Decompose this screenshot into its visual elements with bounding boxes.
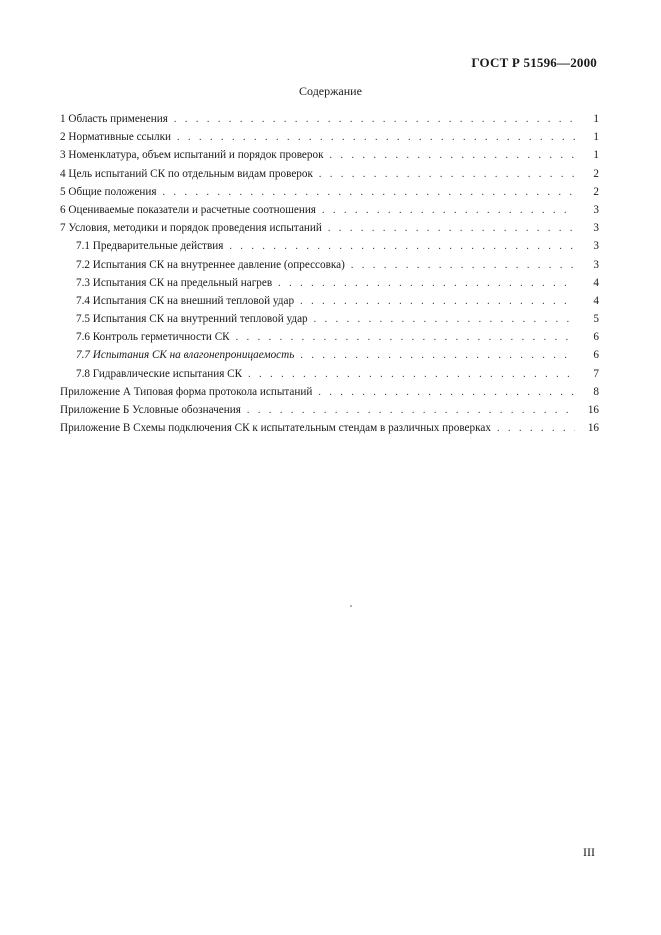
toc-entry[interactable] bbox=[60, 201, 599, 219]
toc-entry-label: 5 Общие положения bbox=[60, 185, 157, 198]
toc-leader-dots bbox=[497, 420, 575, 438]
toc-leader-dots bbox=[177, 129, 575, 147]
toc-leader-dots bbox=[229, 238, 575, 256]
toc-leader-dots bbox=[278, 275, 575, 293]
toc-leader-dots bbox=[236, 329, 575, 347]
toc-leader-dots bbox=[314, 311, 575, 329]
toc-subentry[interactable] bbox=[60, 274, 599, 292]
toc-leader-dots bbox=[163, 184, 575, 202]
toc-entry-label: 7.3 Испытания СК на предельный нагрев bbox=[76, 276, 273, 289]
document-code: ГОСТ Р 51596—2000 bbox=[471, 55, 597, 70]
toc-subentry[interactable] bbox=[60, 328, 599, 346]
toc-entry-page: 1 bbox=[593, 131, 599, 144]
toc-leader-dots bbox=[174, 111, 575, 129]
toc-entry-label: 1 Область применения bbox=[60, 113, 168, 125]
toc-entry[interactable] bbox=[60, 165, 599, 183]
toc-leader-dots bbox=[300, 293, 575, 311]
toc-entry-page: 6 bbox=[593, 349, 599, 362]
toc-entry[interactable] bbox=[60, 110, 599, 128]
toc-entry[interactable] bbox=[60, 183, 599, 201]
toc-entry-label: 7 Условия, методики и порядок проведения испытаний bbox=[60, 222, 322, 235]
toc-entry-page: 4 bbox=[593, 276, 599, 289]
toc-entry-label: Приложение А Типовая форма протокола испытаний bbox=[60, 385, 313, 398]
toc-entry-label: 7.2 Испытания СК на внутреннее давление (опрессовка) bbox=[76, 258, 345, 271]
toc-entry-page: 4 bbox=[593, 294, 599, 307]
toc-leader-dots bbox=[247, 402, 575, 420]
table-of-contents bbox=[60, 110, 599, 437]
toc-entry[interactable] bbox=[60, 419, 599, 437]
toc-entry-label: 7.6 Контроль герметичности СК bbox=[76, 331, 230, 344]
toc-entry-label: 7.5 Испытания СК на внутренний тепловой удар bbox=[76, 313, 308, 326]
toc-leader-dots bbox=[300, 347, 575, 365]
toc-entry-label: 7.4 Испытания СК на внешний тепловой удар bbox=[76, 294, 295, 307]
toc-entry-label: 7.7 Испытания СК на влагонепроницаемость bbox=[76, 349, 295, 362]
toc-entry-label: Приложение Б Условные обозначения bbox=[60, 404, 241, 416]
scan-speck bbox=[350, 605, 352, 607]
toc-entry-label: Приложение В Схемы подключения СК к испытательным стендам в различных проверках bbox=[60, 422, 491, 435]
toc-subentry[interactable] bbox=[60, 256, 599, 274]
toc-entry-page: 1 bbox=[593, 149, 599, 162]
toc-entry-page: 7 bbox=[593, 367, 599, 380]
toc-subentry[interactable] bbox=[60, 310, 599, 328]
toc-entry[interactable] bbox=[60, 401, 599, 419]
toc-entry-page: 2 bbox=[593, 185, 599, 198]
toc-entry-label: 7.1 Предварительные действия bbox=[76, 240, 224, 253]
toc-leader-dots bbox=[328, 220, 575, 238]
toc-entry-page: 1 bbox=[593, 113, 599, 125]
toc-entry-page: 2 bbox=[593, 167, 599, 180]
toc-leader-dots bbox=[248, 366, 575, 384]
toc-entry-page: 3 bbox=[593, 203, 599, 216]
toc-subentry[interactable] bbox=[60, 365, 599, 383]
toc-entry-page: 8 bbox=[593, 385, 599, 398]
page-number: III bbox=[583, 845, 595, 859]
toc-entry[interactable] bbox=[60, 219, 599, 237]
toc-entry-label: 4 Цель испытаний СК по отдельным видам проверок bbox=[60, 167, 313, 180]
toc-entry-page: 3 bbox=[593, 222, 599, 235]
toc-entry-page: 3 bbox=[593, 240, 599, 253]
toc-subentry[interactable] bbox=[60, 292, 599, 310]
toc-entry-page: 16 bbox=[587, 404, 599, 416]
toc-entry-page: 6 bbox=[593, 331, 599, 344]
toc-entry-page: 5 bbox=[593, 313, 599, 326]
toc-title: Содержание bbox=[299, 84, 362, 98]
toc-leader-dots bbox=[319, 166, 575, 184]
toc-leader-dots bbox=[318, 384, 575, 402]
toc-entry[interactable] bbox=[60, 383, 599, 401]
toc-entry-label: 6 Оцениваемые показатели и расчетные соотношения bbox=[60, 203, 316, 216]
toc-entry-label: 3 Номенклатура, объем испытаний и порядок проверок bbox=[60, 149, 324, 162]
toc-subentry[interactable] bbox=[60, 346, 599, 364]
toc-entry[interactable] bbox=[60, 128, 599, 146]
toc-leader-dots bbox=[322, 202, 575, 220]
toc-entry-page: 16 bbox=[587, 422, 599, 435]
toc-entry-label: 7.8 Гидравлические испытания СК bbox=[76, 367, 243, 380]
toc-subentry[interactable] bbox=[60, 237, 599, 255]
toc-leader-dots bbox=[330, 147, 575, 165]
toc-entry[interactable] bbox=[60, 146, 599, 164]
toc-entry-label: 2 Нормативные ссылки bbox=[60, 131, 172, 144]
toc-leader-dots bbox=[351, 257, 575, 275]
toc-entry-page: 3 bbox=[593, 258, 599, 271]
